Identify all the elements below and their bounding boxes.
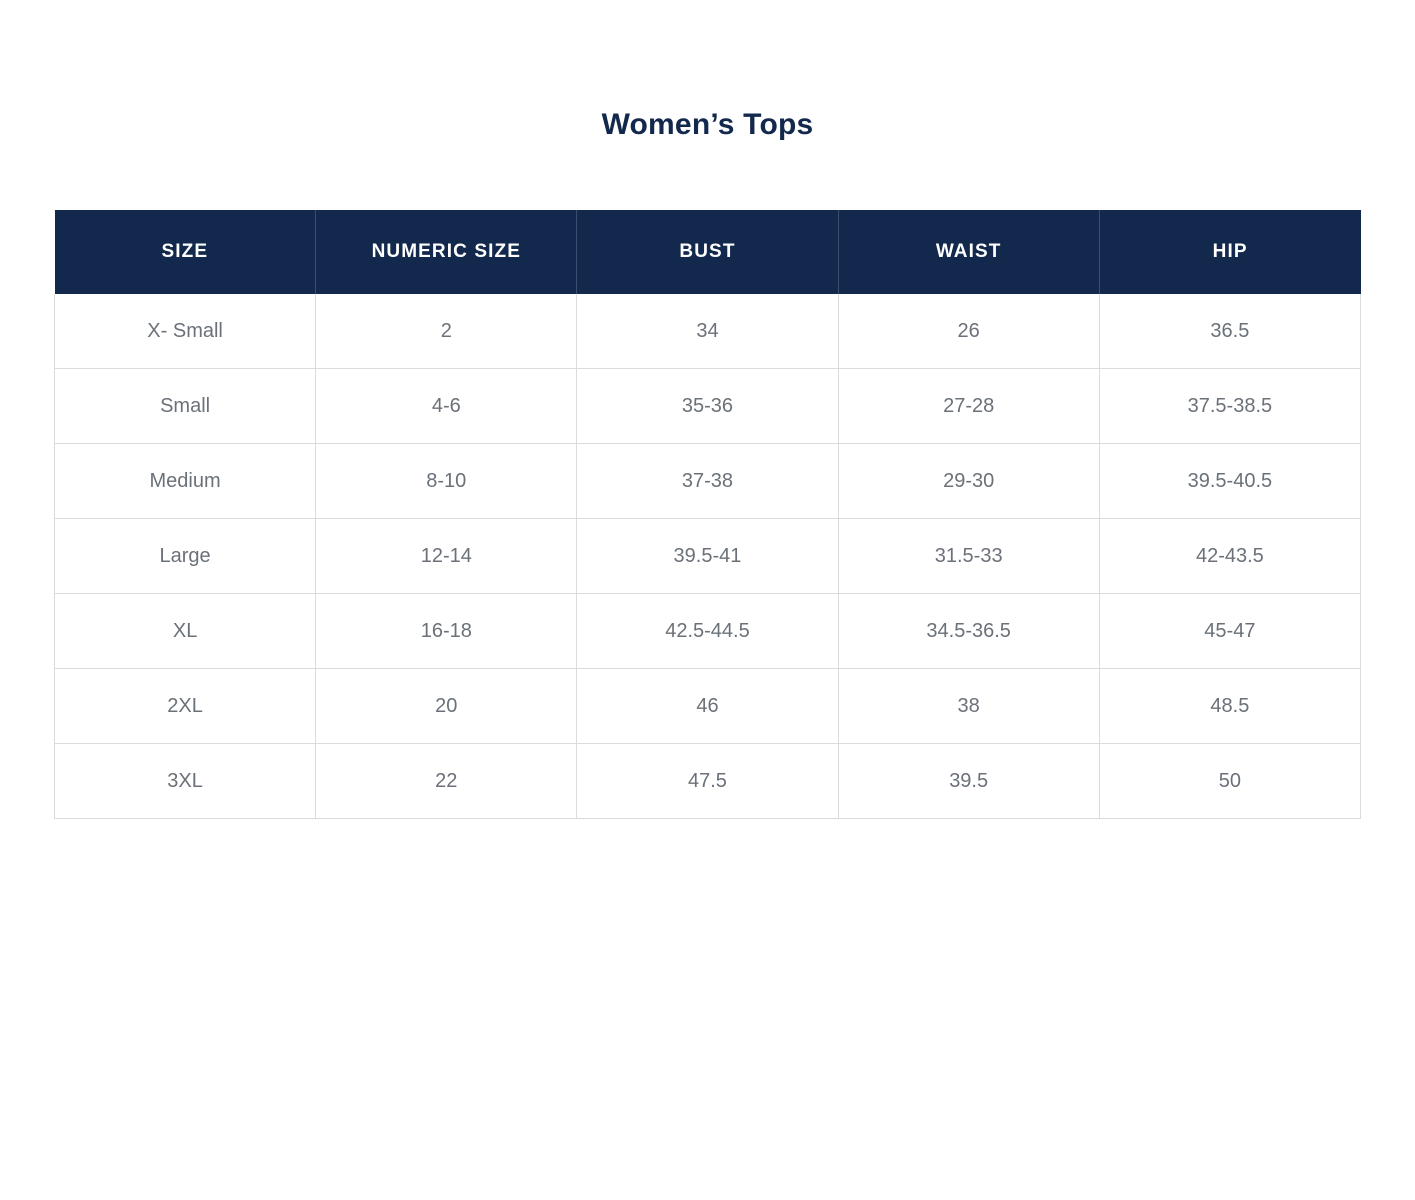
cell-size: Medium bbox=[55, 444, 316, 519]
size-chart-table-wrapper bbox=[54, 210, 1361, 819]
cell-hip: 48.5 bbox=[1099, 669, 1360, 744]
cell-numeric-size: 12-14 bbox=[316, 519, 577, 594]
cell-waist: 34.5-36.5 bbox=[838, 594, 1099, 669]
cell-numeric-size: 20 bbox=[316, 669, 577, 744]
page-title: Women’s Tops bbox=[601, 108, 814, 141]
cell-numeric-size: 2 bbox=[316, 294, 577, 369]
column-header-numeric-size: NUMERIC SIZE bbox=[316, 210, 577, 294]
cell-numeric-size: 8-10 bbox=[316, 444, 577, 519]
cell-hip: 37.5-38.5 bbox=[1099, 369, 1360, 444]
table-row bbox=[55, 294, 1361, 369]
cell-numeric-size: 22 bbox=[316, 744, 577, 819]
size-chart-table bbox=[54, 210, 1361, 819]
table-row bbox=[55, 444, 1361, 519]
cell-hip: 50 bbox=[1099, 744, 1360, 819]
table-row bbox=[55, 744, 1361, 819]
cell-hip: 39.5-40.5 bbox=[1099, 444, 1360, 519]
cell-waist: 38 bbox=[838, 669, 1099, 744]
table-row bbox=[55, 594, 1361, 669]
cell-bust: 39.5-41 bbox=[577, 519, 838, 594]
cell-size: XL bbox=[55, 594, 316, 669]
cell-numeric-size: 16-18 bbox=[316, 594, 577, 669]
table-header bbox=[55, 210, 1361, 294]
column-header-bust: BUST bbox=[577, 210, 838, 294]
table-body bbox=[55, 294, 1361, 819]
cell-numeric-size: 4-6 bbox=[316, 369, 577, 444]
cell-bust: 46 bbox=[577, 669, 838, 744]
column-header-waist: WAIST bbox=[838, 210, 1099, 294]
cell-waist: 26 bbox=[838, 294, 1099, 369]
table-row bbox=[55, 369, 1361, 444]
cell-size: 3XL bbox=[55, 744, 316, 819]
cell-size: X- Small bbox=[55, 294, 316, 369]
cell-bust: 42.5-44.5 bbox=[577, 594, 838, 669]
cell-waist: 29-30 bbox=[838, 444, 1099, 519]
column-header-size: SIZE bbox=[55, 210, 316, 294]
cell-hip: 42-43.5 bbox=[1099, 519, 1360, 594]
cell-size: 2XL bbox=[55, 669, 316, 744]
cell-waist: 39.5 bbox=[838, 744, 1099, 819]
cell-hip: 45-47 bbox=[1099, 594, 1360, 669]
cell-size: Small bbox=[55, 369, 316, 444]
cell-waist: 27-28 bbox=[838, 369, 1099, 444]
cell-bust: 34 bbox=[577, 294, 838, 369]
table-row bbox=[55, 669, 1361, 744]
table-row bbox=[55, 519, 1361, 594]
cell-bust: 47.5 bbox=[577, 744, 838, 819]
column-header-hip: HIP bbox=[1099, 210, 1360, 294]
table-header-row bbox=[55, 210, 1361, 294]
cell-size: Large bbox=[55, 519, 316, 594]
cell-bust: 35-36 bbox=[577, 369, 838, 444]
cell-hip: 36.5 bbox=[1099, 294, 1360, 369]
cell-waist: 31.5-33 bbox=[838, 519, 1099, 594]
cell-bust: 37-38 bbox=[577, 444, 838, 519]
